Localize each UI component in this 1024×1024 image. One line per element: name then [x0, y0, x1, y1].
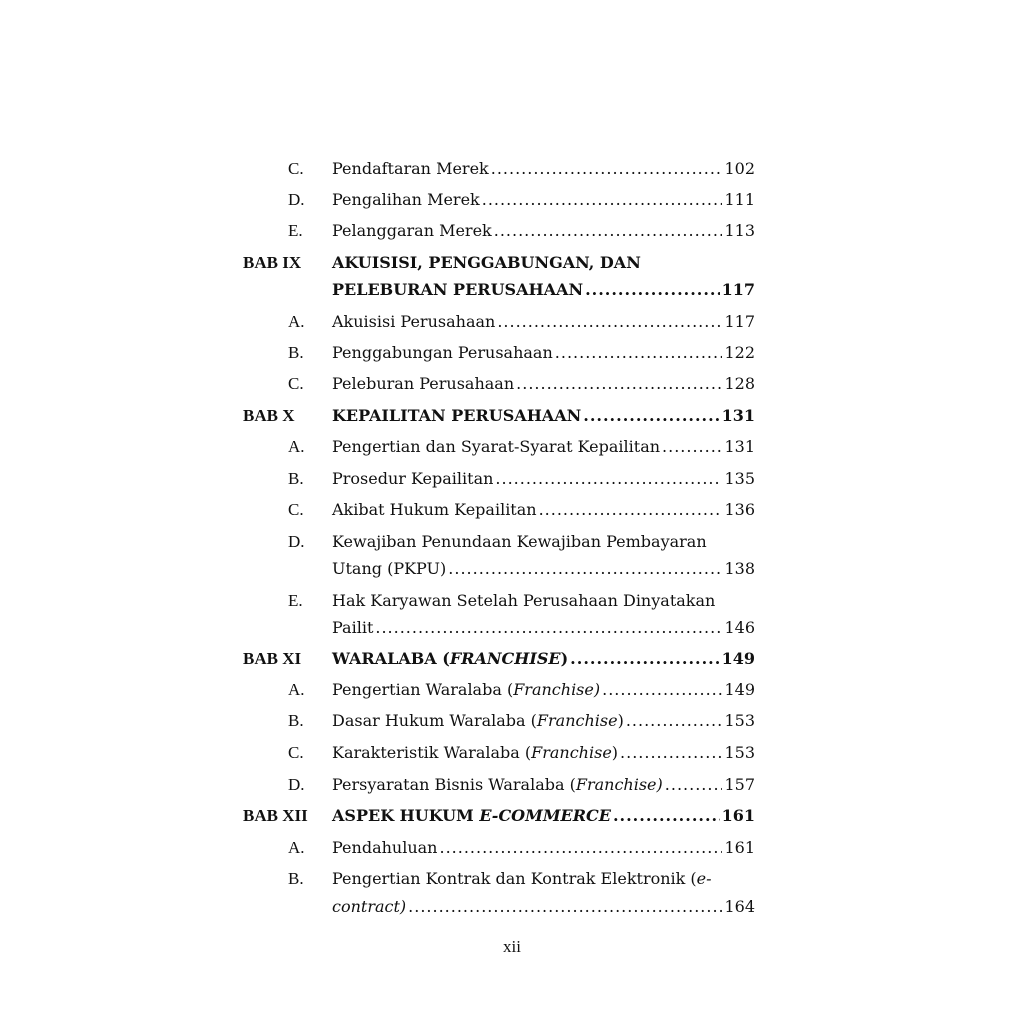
entry-title: Pelanggaran Merek: [332, 221, 492, 240]
entry-title: Pengertian dan Syarat-Syarat Kepailitan: [332, 437, 661, 456]
title-italic-text: e-: [696, 869, 712, 888]
entry-line: [332, 591, 755, 611]
entry-page: 117: [724, 312, 755, 331]
entry-line: [332, 775, 755, 795]
entry-title: [332, 775, 663, 795]
entry-line: [332, 897, 755, 917]
title-italic-text: Franchise): [575, 775, 663, 794]
entry-letter: C.: [288, 743, 304, 762]
dot-leader: [602, 680, 722, 700]
entry-line: [332, 680, 755, 700]
title-text: Pengertian Kontrak dan Kontrak Elektronik (: [332, 869, 697, 888]
chapter-title: KEPAILITAN PERUSAHAAN: [332, 406, 582, 425]
dot-leader: [539, 500, 723, 520]
entry-letter: B.: [288, 343, 304, 362]
entry-line: [332, 312, 755, 332]
dot-leader: [662, 437, 722, 457]
entry-title: Penggabungan Perusahaan: [332, 343, 553, 362]
entry-letter: E.: [288, 221, 303, 240]
entry-letter: D.: [288, 532, 305, 551]
entry-line: [332, 437, 755, 457]
entry-page: 164: [724, 897, 755, 916]
dot-leader: [620, 743, 722, 763]
entry-line: [332, 221, 755, 241]
entry-page: 157: [724, 775, 755, 794]
entry-line: [332, 500, 755, 520]
entry-letter: E.: [288, 591, 303, 610]
entry-title: Pailit: [332, 618, 374, 637]
entry-title: contract): [332, 897, 407, 916]
entry-line: [332, 159, 755, 179]
entry-line: [332, 618, 755, 638]
entry-page: 138: [724, 559, 755, 578]
chapter-title: [332, 649, 568, 669]
chapter-title: PELEBURAN PERUSAHAAN: [332, 280, 584, 299]
chapter-title: [332, 806, 611, 826]
chapter-title-line: [332, 649, 755, 669]
dot-leader: [497, 312, 722, 332]
chapter-title-line: [332, 406, 755, 426]
dot-leader: [626, 711, 723, 731]
chapter-title: AKUISISI, PENGGABUNGAN, DAN: [332, 253, 641, 272]
entry-page: 153: [724, 743, 755, 762]
entry-letter: B.: [288, 469, 304, 488]
dot-leader: [482, 190, 723, 210]
dot-leader: [585, 280, 720, 300]
entry-page: 113: [724, 221, 755, 240]
dot-leader: [375, 618, 722, 638]
entry-page: 135: [724, 469, 755, 488]
dot-leader: [408, 897, 722, 917]
dot-leader: [665, 775, 723, 795]
entry-title: [332, 680, 600, 700]
entry-page: 111: [724, 190, 755, 209]
entry-title: Pendaftaran Merek: [332, 159, 489, 178]
entry-title: Pendahuluan: [332, 838, 438, 857]
entry-letter: D.: [288, 775, 305, 794]
entry-title: Utang (PKPU): [332, 559, 447, 578]
title-text: Dasar Hukum Waralaba (: [332, 711, 537, 730]
entry-title: Hak Karyawan Setelah Perusahaan Dinyatakan: [332, 591, 716, 610]
entry-letter: B.: [288, 711, 304, 730]
title-text: WARALABA (: [332, 649, 450, 668]
dot-leader: [570, 649, 719, 669]
page-number: xii: [503, 937, 521, 956]
chapter-number: BAB X: [243, 406, 295, 425]
entry-letter: C.: [288, 159, 304, 178]
entry-line: [332, 374, 755, 394]
entry-title: Akibat Hukum Kepailitan: [332, 500, 537, 519]
entry-line: [332, 190, 755, 210]
chapter-number: BAB XII: [243, 806, 308, 825]
entry-title: [332, 869, 712, 889]
chapter-title-line: [332, 806, 755, 826]
title-text-after: ): [611, 743, 619, 762]
entry-line: [332, 743, 755, 763]
entry-page: 149: [721, 649, 755, 668]
title-italic-text: Franchise): [513, 680, 601, 699]
dot-leader: [448, 559, 722, 579]
dot-leader: [495, 469, 722, 489]
entry-page: 161: [721, 806, 755, 825]
dot-leader: [583, 406, 719, 426]
entry-line: [332, 869, 755, 889]
entry-title: Prosedur Kepailitan: [332, 469, 494, 488]
entry-page: 117: [721, 280, 755, 299]
title-italic-text: E-COMMERCE: [479, 806, 611, 825]
dot-leader: [516, 374, 722, 394]
entry-title: [332, 743, 618, 763]
chapter-number: BAB XI: [243, 649, 302, 668]
entry-line: [332, 711, 755, 731]
entry-line: [332, 559, 755, 579]
entry-line: [332, 469, 755, 489]
entry-title: [332, 711, 624, 731]
title-text: Pengertian Waralaba (: [332, 680, 514, 699]
title-text: ASPEK HUKUM: [332, 806, 480, 825]
chapter-number: BAB IX: [243, 253, 302, 272]
entry-page: 136: [724, 500, 755, 519]
entry-line: [332, 343, 755, 363]
entry-letter: A.: [288, 437, 305, 456]
entry-page: 122: [724, 343, 755, 362]
title-text: Persyaratan Bisnis Waralaba (: [332, 775, 576, 794]
dot-leader: [494, 221, 723, 241]
entry-letter: C.: [288, 374, 304, 393]
entry-letter: A.: [288, 838, 305, 857]
dot-leader: [491, 159, 723, 179]
entry-page: 149: [724, 680, 755, 699]
entry-line: [332, 838, 755, 858]
title-italic-text: FRANCHISE: [449, 649, 561, 668]
chapter-title-line: [332, 253, 755, 273]
entry-page: 131: [724, 437, 755, 456]
entry-letter: A.: [288, 680, 305, 699]
entry-page: 128: [724, 374, 755, 393]
entry-title: Akuisisi Perusahaan: [332, 312, 496, 331]
entry-letter: B.: [288, 869, 304, 888]
entry-page: 146: [724, 618, 755, 637]
entry-page: 102: [724, 159, 755, 178]
entry-title: Kewajiban Penundaan Kewajiban Pembayaran: [332, 532, 707, 551]
title-text-after: ): [560, 649, 569, 668]
entry-title: Pengalihan Merek: [332, 190, 480, 209]
dot-leader: [439, 838, 722, 858]
entry-letter: A.: [288, 312, 305, 331]
dot-leader: [613, 806, 720, 826]
title-text-after: ): [617, 711, 624, 730]
entry-page: 161: [724, 838, 755, 857]
entry-title: Peleburan Perusahaan: [332, 374, 515, 393]
title-italic-text: Franchise: [536, 711, 618, 730]
entry-letter: D.: [288, 190, 305, 209]
dot-leader: [555, 343, 723, 363]
chapter-title-line: [332, 280, 755, 300]
entry-line: [332, 532, 755, 552]
entry-page: 131: [721, 406, 755, 425]
title-italic-text: Franchise: [531, 743, 612, 762]
entry-page: 153: [724, 711, 755, 730]
entry-letter: C.: [288, 500, 304, 519]
title-text: Karakteristik Waralaba (: [332, 743, 532, 762]
